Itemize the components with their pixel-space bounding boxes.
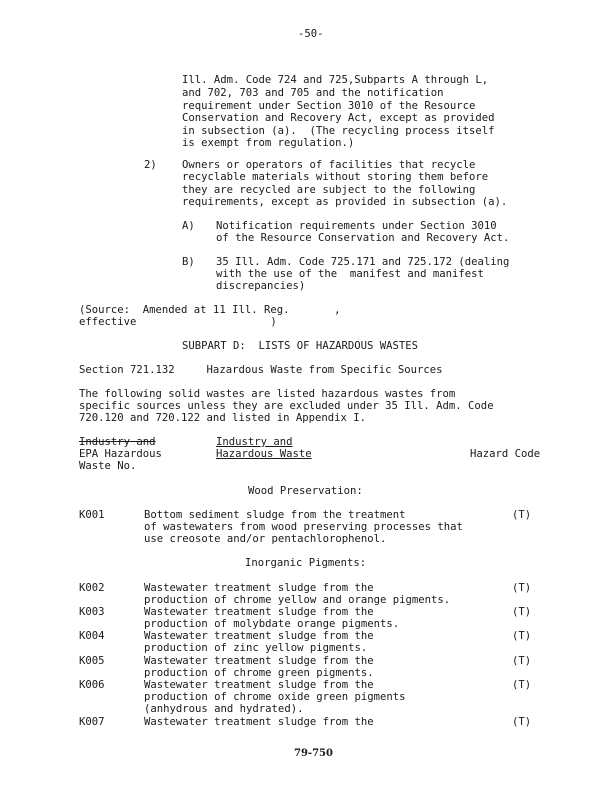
waste-code: K001 [79,509,105,521]
subitem-line: discrepancies) [216,280,306,292]
table-header-struck: Industry and [79,436,156,448]
intro-line: and 702, 703 and 705 and the notification [182,87,444,99]
subpart-heading: SUBPART D: LISTS OF HAZARDOUS WASTES [182,340,418,352]
waste-code: K003 [79,606,105,618]
waste-description: Wastewater treatment sludge from the [144,606,374,618]
waste-description: production of molybdate orange pigments. [144,618,400,630]
table-header-hazard-code: Hazard Code [470,448,541,460]
hazard-code: (T) [512,630,532,642]
section-title: Wood Preservation: [248,485,363,497]
subitem-label: B) [182,256,195,268]
intro-line: Ill. Adm. Code 724 and 725,Subparts A through L, [182,74,489,86]
source-note: (Source: Amended at 11 Ill. Reg. , [79,304,341,316]
page-number: -50- [298,28,324,40]
source-note: effective ) [79,316,277,328]
item-number: 2) [144,159,157,171]
waste-description: production of zinc yellow pigments. [144,642,368,654]
hazard-code: (T) [512,655,532,667]
table-header-col1: Waste No. [79,460,137,472]
waste-description: Wastewater treatment sludge from the [144,582,374,594]
waste-description: use creosote and/or pentachlorophenol. [144,533,387,545]
item-line: they are recycled are subject to the following [182,184,476,196]
waste-description: Wastewater treatment sludge from the [144,679,374,691]
intro-text-line: specific sources unless they are excluded under 35 Ill. Adm. Code [79,400,494,412]
waste-description: production of chrome oxide green pigments [144,691,406,703]
intro-line: is exempt from regulation.) [182,137,355,149]
item-line: recyclable materials without storing them before [182,171,489,183]
hazard-code: (T) [512,509,532,521]
hazard-code: (T) [512,606,532,618]
waste-description: Bottom sediment sludge from the treatment [144,509,406,521]
waste-description: of wastewaters from wood preserving processes that [144,521,463,533]
section-heading: Section 721.132 Hazardous Waste from Specific Sources [79,364,443,376]
waste-code: K007 [79,716,105,728]
waste-code: K005 [79,655,105,667]
waste-code: K002 [79,582,105,594]
intro-line: requirement under Section 3010 of the Resource [182,100,476,112]
subitem-label: A) [182,220,195,232]
item-line: requirements, except as provided in subsection (a). [182,196,508,208]
waste-description: Wastewater treatment sludge from the [144,716,374,728]
intro-line: in subsection (a). (The recycling process itself [182,125,495,137]
table-header-col1: EPA Hazardous [79,448,162,460]
subitem-line: of the Resource Conservation and Recovery Act. [216,232,510,244]
hazard-code: (T) [512,716,532,728]
hazard-code: (T) [512,582,532,594]
subitem-line: Notification requirements under Section 3010 [216,220,497,232]
table-header-col2: Industry and [216,436,293,448]
waste-description: (anhydrous and hydrated). [144,703,304,715]
waste-description: Wastewater treatment sludge from the [144,630,374,642]
waste-description: production of chrome yellow and orange pigments. [144,594,451,606]
footer-number: 79-750 [294,748,333,759]
waste-code: K006 [79,679,105,691]
waste-description: Wastewater treatment sludge from the [144,655,374,667]
waste-code: K004 [79,630,105,642]
intro-line: Conservation and Recovery Act, except as provided [182,112,495,124]
subitem-line: with the use of the manifest and manifest [216,268,484,280]
hazard-code: (T) [512,679,532,691]
waste-description: production of chrome green pigments. [144,667,374,679]
table-header-col2: Hazardous Waste [216,448,312,460]
subitem-line: 35 Ill. Adm. Code 725.171 and 725.172 (dealing [216,256,510,268]
item-line: Owners or operators of facilities that recycle [182,159,476,171]
section-title: Inorganic Pigments: [245,557,367,569]
intro-text-line: The following solid wastes are listed hazardous wastes from [79,388,456,400]
intro-text-line: 720.120 and 720.122 and listed in Appendix I. [79,412,367,424]
